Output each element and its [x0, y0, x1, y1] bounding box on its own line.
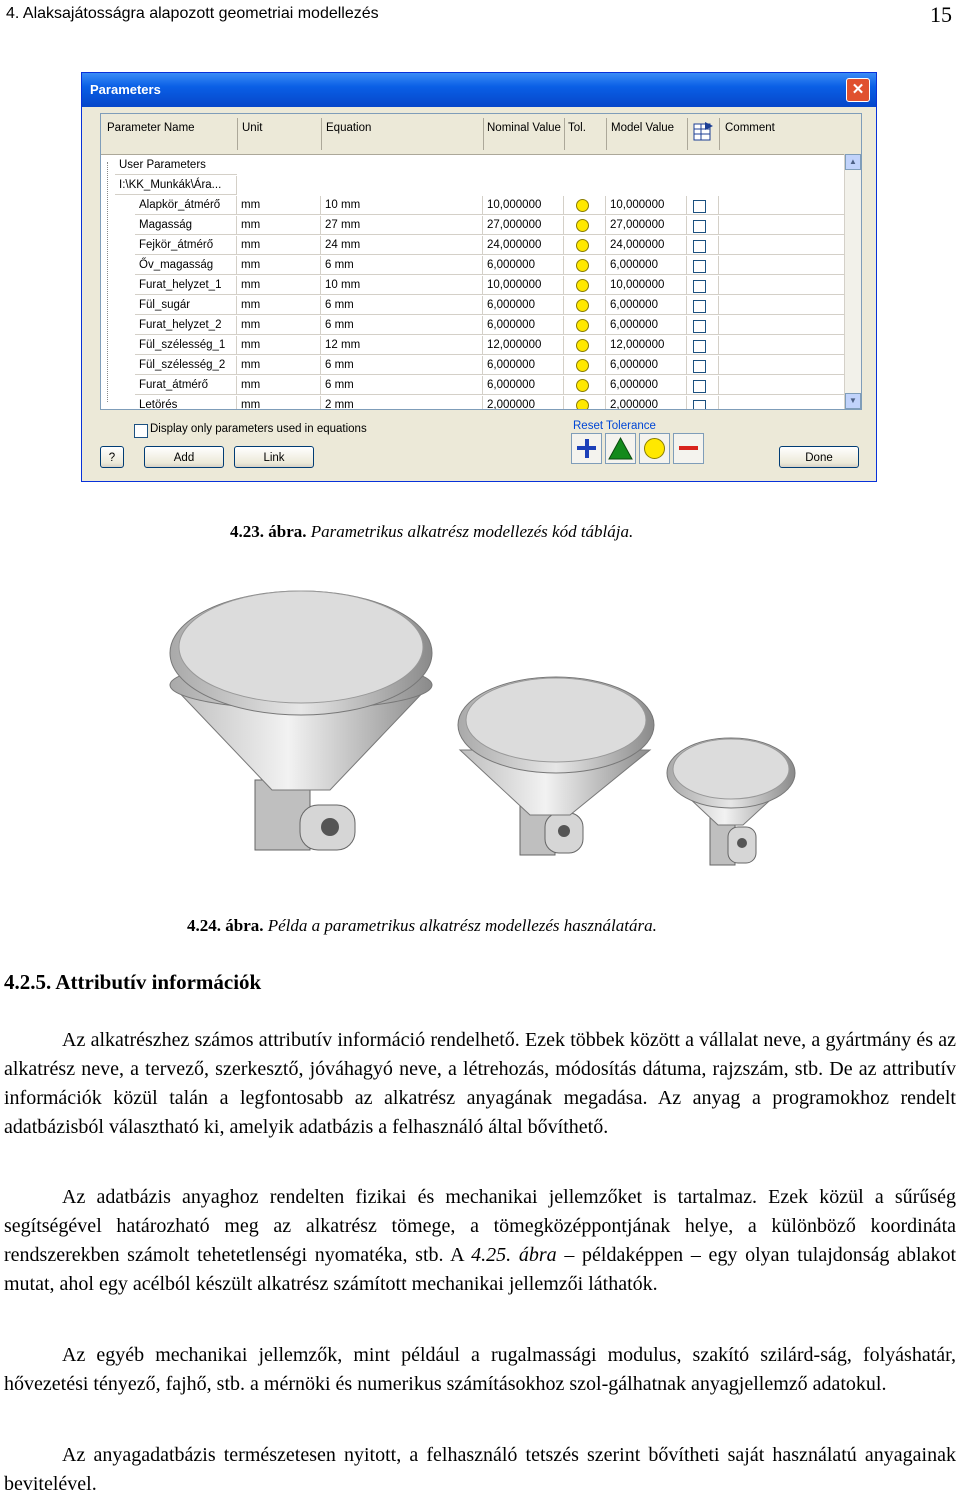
circle-icon	[640, 434, 669, 463]
parameter-name-cell[interactable]: Furat_átmérő	[135, 376, 237, 395]
section-heading: 4.2.5. Attributív információk	[4, 970, 262, 994]
nominal-value-cell[interactable]: 10,000000	[483, 196, 564, 215]
scroll-down-icon[interactable]: ▼	[845, 393, 861, 409]
help-button[interactable]: ?	[100, 446, 124, 468]
col-unit[interactable]: Unit	[242, 122, 263, 134]
medium-part	[458, 677, 654, 855]
model-value-cell[interactable]: 6,000000	[606, 376, 687, 395]
nominal-value-cell[interactable]: 27,000000	[483, 216, 564, 235]
tolerance-circle-icon[interactable]	[576, 399, 589, 410]
figure-reference[interactable]: 4.25. ábra	[471, 1244, 557, 1266]
table-row[interactable]	[101, 376, 861, 396]
tolerance-cell[interactable]	[564, 336, 606, 355]
tolerance-circle-icon[interactable]	[576, 319, 589, 332]
comment-cell[interactable]	[719, 316, 845, 335]
unit-cell[interactable]: mm	[237, 376, 321, 395]
comment-cell[interactable]	[719, 276, 845, 295]
parameter-name-cell[interactable]: Letörés	[135, 396, 237, 410]
parameters-table	[100, 113, 862, 410]
parameter-name-cell[interactable]: Magasság	[135, 216, 237, 235]
export-cell[interactable]	[687, 276, 719, 295]
large-part	[170, 591, 432, 850]
nominal-value-cell[interactable]: 6,000000	[483, 256, 564, 275]
parameter-name-cell[interactable]: Alapkör_átmérő	[135, 196, 237, 215]
paragraph-text: Az anyagadatbázis természetesen nyitott, a felhasználó tetszés szerint bővítheti saját használatú anyagainak bevitelével.	[4, 1444, 956, 1495]
tolerance-cell[interactable]	[564, 376, 606, 395]
tolerance-circle-icon[interactable]	[576, 379, 589, 392]
model-value-cell[interactable]: 6,000000	[606, 356, 687, 375]
caption-number: 4.23. ábra.	[230, 522, 307, 541]
nominal-value-cell[interactable]: 6,000000	[483, 356, 564, 375]
model-value-cell[interactable]: 2,000000	[606, 396, 687, 410]
group-row[interactable]	[101, 156, 861, 176]
table-row[interactable]	[101, 296, 861, 316]
comment-cell[interactable]	[719, 336, 845, 355]
parameter-name-cell[interactable]: Furat_helyzet_1	[135, 276, 237, 295]
comment-cell[interactable]	[719, 216, 845, 235]
equation-cell[interactable]: 6 mm	[321, 256, 483, 275]
tolerance-cell[interactable]	[564, 216, 606, 235]
unit-cell[interactable]: mm	[237, 256, 321, 275]
caption-text: Példa a parametrikus alkatrész modellezés használatára.	[267, 916, 657, 935]
export-checkbox[interactable]	[693, 320, 706, 333]
equation-cell[interactable]: 6 mm	[321, 376, 483, 395]
model-value-cell[interactable]: 12,000000	[606, 336, 687, 355]
export-cell[interactable]	[687, 336, 719, 355]
parameter-name-cell[interactable]: Fül_szélesség_1	[135, 336, 237, 355]
tolerance-cell[interactable]	[564, 296, 606, 315]
parameter-name-cell[interactable]: Fül_sugár	[135, 296, 237, 315]
equation-cell[interactable]: 10 mm	[321, 196, 483, 215]
display-only-checkbox[interactable]	[134, 424, 148, 438]
export-checkbox[interactable]	[693, 340, 706, 353]
group-label: User Parameters	[115, 156, 237, 175]
comment-cell[interactable]	[719, 396, 845, 410]
parameter-name-cell[interactable]: Furat_helyzet_2	[135, 316, 237, 335]
equation-cell[interactable]: 10 mm	[321, 276, 483, 295]
figure-caption-4-23	[230, 522, 633, 542]
table-row[interactable]	[101, 256, 861, 276]
table-row[interactable]	[101, 316, 861, 336]
done-button[interactable]: Done	[779, 446, 859, 468]
export-checkbox[interactable]	[693, 220, 706, 233]
tolerance-circle-icon[interactable]	[576, 339, 589, 352]
export-checkbox[interactable]	[693, 260, 706, 273]
col-parameter-name[interactable]: Parameter Name	[107, 122, 195, 134]
model-value-cell[interactable]: 6,000000	[606, 316, 687, 335]
equation-cell[interactable]: 6 mm	[321, 316, 483, 335]
unit-cell[interactable]: mm	[237, 296, 321, 315]
export-checkbox[interactable]	[693, 200, 706, 213]
table-row[interactable]	[101, 356, 861, 376]
table-row[interactable]	[101, 396, 861, 410]
triangle-icon	[606, 434, 635, 463]
vertical-scrollbar[interactable]	[844, 154, 861, 409]
dialog-title-bar[interactable]	[82, 73, 876, 107]
parameter-name-cell[interactable]: Fejkör_átmérő	[135, 236, 237, 255]
link-button[interactable]: Link	[234, 446, 314, 468]
comment-cell[interactable]	[719, 256, 845, 275]
comment-cell[interactable]	[719, 236, 845, 255]
col-equation[interactable]: Equation	[326, 122, 372, 134]
unit-cell[interactable]: mm	[237, 316, 321, 335]
unit-cell[interactable]: mm	[237, 356, 321, 375]
table-header	[101, 114, 861, 155]
tolerance-cell[interactable]	[564, 236, 606, 255]
table-row[interactable]	[101, 236, 861, 256]
nominal-tolerance-button[interactable]	[639, 433, 670, 464]
page-number: 15	[930, 2, 952, 27]
equation-cell[interactable]: 27 mm	[321, 216, 483, 235]
col-tol[interactable]: Tol.	[568, 122, 586, 134]
export-cell[interactable]	[687, 196, 719, 215]
unit-cell[interactable]: mm	[237, 196, 321, 215]
nominal-value-cell[interactable]: 24,000000	[483, 236, 564, 255]
equation-cell[interactable]: 24 mm	[321, 236, 483, 255]
unit-cell[interactable]: mm	[237, 276, 321, 295]
tolerance-circle-icon[interactable]	[576, 299, 589, 312]
model-value-cell[interactable]: 10,000000	[606, 276, 687, 295]
export-cell[interactable]	[687, 216, 719, 235]
model-value-cell[interactable]: 27,000000	[606, 216, 687, 235]
export-cell[interactable]	[687, 316, 719, 335]
close-icon[interactable]: ✕	[846, 78, 870, 102]
export-cell[interactable]	[687, 376, 719, 395]
parameter-name-cell[interactable]: Fül_szélesség_2	[135, 356, 237, 375]
paragraph-3	[4, 1341, 956, 1399]
nominal-value-cell[interactable]: 6,000000	[483, 296, 564, 315]
plus-icon	[572, 434, 601, 463]
tolerance-cell[interactable]	[564, 276, 606, 295]
export-checkbox[interactable]	[693, 300, 706, 313]
paragraph-text: Az adatbázis anyaghoz rendelten fizikai és mechanikai jellemzőket is tartalmaz. Ezek közül a sűrűség segítségével határozható meg az alkatrész tömege, a tömegközéppontjának helye, a különböző koordináta rendszerekben számolt tehetetlenségi nyomatéka, stb. A	[4, 1186, 956, 1266]
model-value-cell[interactable]: 10,000000	[606, 196, 687, 215]
caption-text: Parametrikus alkatrész modellezés kód táblája.	[310, 522, 634, 541]
tolerance-circle-icon[interactable]	[576, 279, 589, 292]
export-cell[interactable]	[687, 296, 719, 315]
table-row[interactable]	[101, 216, 861, 236]
tolerance-cell[interactable]	[564, 316, 606, 335]
export-table-icon[interactable]	[691, 120, 715, 144]
unit-cell[interactable]: mm	[237, 336, 321, 355]
display-only-label: Display only parameters used in equations	[150, 423, 367, 435]
comment-cell[interactable]	[719, 196, 845, 215]
nominal-value-cell[interactable]: 10,000000	[483, 276, 564, 295]
parameters-dialog	[81, 72, 877, 482]
tolerance-circle-icon[interactable]	[576, 359, 589, 372]
paragraph-text: Az alkatrészhez számos attributív információ rendelhető. Ezek többek között a vállalat neve, a gyártmány és az alkatrész neve, a tervező, szerkesztő, jóváhagyó neve, a létrehozás, módosítás dátuma, rajzszám, stb. De az attributív információk közül talán a legfontosabb az alkatrész anyagának megadása. Az anyag a programokhoz rendelt adatbázisból választható ki, amelyik adatbázis a felhasználó által bővíthető.	[4, 1029, 956, 1138]
caption-number: 4.24. ábra.	[187, 916, 264, 935]
file-label: I:\KK_Munkák\Ára...	[115, 176, 237, 195]
model-value-cell[interactable]: 6,000000	[606, 296, 687, 315]
unit-cell[interactable]: mm	[237, 396, 321, 410]
paragraph-4	[4, 1441, 956, 1499]
nominal-value-cell[interactable]: 12,000000	[483, 336, 564, 355]
col-comment[interactable]: Comment	[725, 122, 775, 134]
reset-tolerance-label: Reset Tolerance	[573, 420, 656, 432]
nominal-value-cell[interactable]: 6,000000	[483, 376, 564, 395]
file-row[interactable]	[101, 176, 861, 196]
model-value-cell[interactable]: 6,000000	[606, 256, 687, 275]
tolerance-cell[interactable]	[564, 356, 606, 375]
export-checkbox[interactable]	[693, 360, 706, 373]
export-checkbox[interactable]	[693, 380, 706, 393]
dialog-title: Parameters	[90, 82, 161, 97]
export-checkbox[interactable]	[693, 280, 706, 293]
tolerance-circle-icon[interactable]	[576, 239, 589, 252]
export-cell[interactable]	[687, 256, 719, 275]
parameter-name-cell[interactable]: Őv_magasság	[135, 256, 237, 275]
paragraph-text: – példaképpen – egy olyan tulajdonság ablakot mutat, ahol egy acélból készült alkatrész számított mechanikai jellemzői láthatók.	[4, 1244, 956, 1295]
scroll-up-icon[interactable]: ▲	[845, 154, 861, 170]
tolerance-cell[interactable]	[564, 196, 606, 215]
col-nominal-value[interactable]: Nominal Value	[487, 122, 561, 134]
parametric-parts-figure	[160, 575, 810, 875]
table-row[interactable]	[101, 196, 861, 216]
equation-cell[interactable]: 12 mm	[321, 336, 483, 355]
tolerance-circle-icon[interactable]	[576, 219, 589, 232]
unit-cell[interactable]: mm	[237, 216, 321, 235]
minus-icon	[674, 434, 703, 463]
nominal-value-cell[interactable]: 6,000000	[483, 316, 564, 335]
equation-cell[interactable]: 6 mm	[321, 356, 483, 375]
tolerance-circle-icon[interactable]	[576, 199, 589, 212]
paragraph-2	[4, 1183, 956, 1299]
comment-cell[interactable]	[719, 376, 845, 395]
equation-cell[interactable]: 2 mm	[321, 396, 483, 410]
small-part	[667, 738, 795, 865]
table-row[interactable]	[101, 336, 861, 356]
median-tolerance-button[interactable]	[605, 433, 636, 464]
add-button[interactable]: Add	[144, 446, 224, 468]
lower-tolerance-button[interactable]	[673, 433, 704, 464]
export-checkbox[interactable]	[693, 240, 706, 253]
tolerance-cell[interactable]	[564, 396, 606, 410]
model-value-cell[interactable]: 24,000000	[606, 236, 687, 255]
running-header: 4. Alaksajátosságra alapozott geometriai modellezés	[6, 5, 379, 22]
nominal-value-cell[interactable]: 2,000000	[483, 396, 564, 410]
col-model-value[interactable]: Model Value	[611, 122, 675, 134]
export-cell[interactable]	[687, 236, 719, 255]
export-checkbox[interactable]	[693, 400, 706, 410]
equation-cell[interactable]: 6 mm	[321, 296, 483, 315]
export-cell[interactable]	[687, 396, 719, 410]
tolerance-circle-icon[interactable]	[576, 259, 589, 272]
paragraph-1	[4, 1026, 956, 1142]
paragraph-text: Az egyéb mechanikai jellemzők, mint például a rugalmassági modulus, szakító szilárd-ság, folyáshatár, hővezetési tényező, fajhő, stb. a mérnöki és numerikus számításokhoz szol-gálhatnak anyagjellemző adatokul.	[4, 1344, 956, 1395]
upper-tolerance-button[interactable]	[571, 433, 602, 464]
tolerance-cell[interactable]	[564, 256, 606, 275]
comment-cell[interactable]	[719, 296, 845, 315]
unit-cell[interactable]: mm	[237, 236, 321, 255]
export-cell[interactable]	[687, 356, 719, 375]
figure-caption-4-24	[187, 916, 657, 936]
comment-cell[interactable]	[719, 356, 845, 375]
table-row[interactable]	[101, 276, 861, 296]
